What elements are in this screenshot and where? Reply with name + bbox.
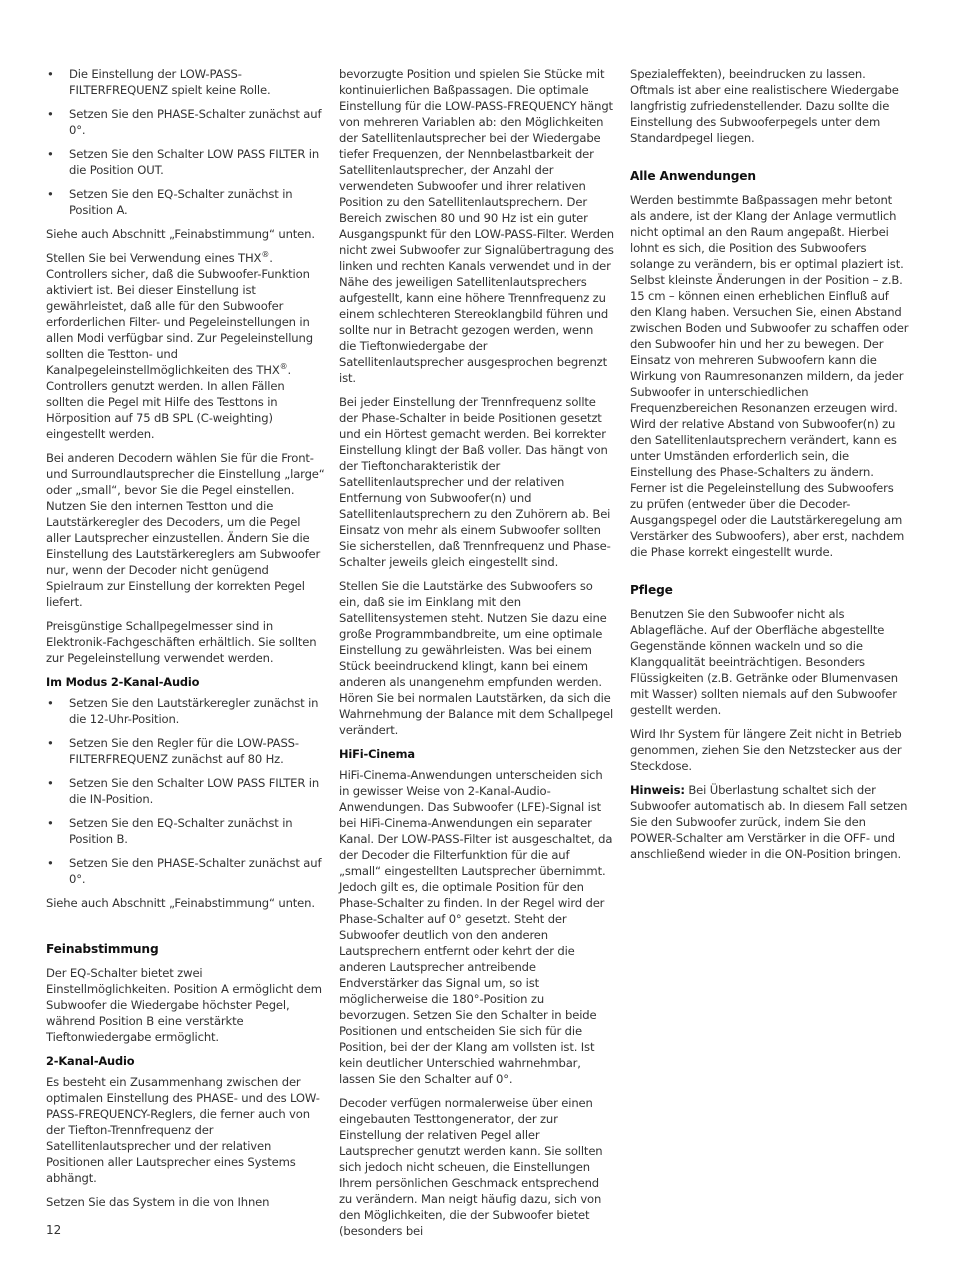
placement-paragraph: Werden bestimmte Baßpassagen mehr betont als andere, ist der Klang der Anlage vermutlich nicht optimal an den Raum angepaßt. Hierbei lohnt es sich, die Position des Subwoofers solange zu verändern, bis er optimal plaziert ist. Selbst kleinste Änderungen in der Position – z.B. 15 cm – können einen erheblichen Einfluß auf den Klang haben. Versuchen Sie, einen Abstand zwischen Boden und Subwoofer zu schaffen oder den Subwoofer hin und her zu bewegen. Der Einsatz von mehreren Subwoofern kann die Wirkung von Raumresonanzen mildern, da jeder Subwoofer in unterschiedlichen Frequenzbereichen Resonanzen erzeugen wird. Wird der relative Abstand von Subwoofer(n) zu den Satellitenlautsprechern verändert, kann es unter Umständen erforderlich sein, die Einstellung des Phase-Schalters zu ändern. Ferner ist die Pegeleinstellung des Subwoofers zu prüfen (entweder über die Decoder-Ausgangspegel oder die Lautstärkeregelung am Verstärker des Subwoofers), aber erst, nachdem die Phase korrekt eingestellt wurde. [630, 193, 909, 559]
heading-all-applications: Alle Anwendungen [630, 169, 756, 183]
list-item: • Setzen Sie den EQ-Schalter zunächst in Position A. [46, 186, 325, 218]
registered-mark: ® [279, 362, 288, 372]
thx-text-b: . Controllers sicher, daß die Subwoofer-Funktion aktiviert ist. Bei dieser Einstellung ist gewährleistet, daß alle für den Subwoofer erforderlichen Filter- und Pegeleinstellungen in allen Modi verfügbar sind. Zur Pegeleinstellung sollten die Testton- und Kanalpegeleinstellmöglichkeiten des THX [46, 251, 313, 377]
list-item: • Setzen Sie den Lautstärkeregler zunächst in die 12-Uhr-Position. [46, 695, 325, 727]
column-1 [46, 66, 325, 1218]
heading-2-channel-mode: Im Modus 2-Kanal-Audio [46, 675, 200, 689]
column-3 [630, 66, 910, 870]
hifi-cinema-paragraph: HiFi-Cinema-Anwendungen unterscheiden sich in gewisser Weise von 2-Kanal-Audio-Anwendungen. Das Subwoofer (LFE)-Signal ist bei HiFi-Cinema-Anwendungen ein separater Kanal. Der LOW-PASS-Filter ist ausgeschaltet, da der Decoder die Filterfunktion für die auf „small“ eingestellten Lautsprecher übernimmt. Jedoch gilt es, die optimale Position für den Phase-Schalter zu finden. In der Regel wird der Phase-Schalter auf 0° gesetzt. Steht der Subwoofer deutlich von den anderen Lautsprechern entfernt oder kehrt der die anderen Lautsprecher antreibende Endverstärker das Signal um, so ist möglicherweise die 180°-Position zu bevorzugen. Setzen Sie den Schalter in beide Positionen und entscheiden Sie sich für die Position, bei der der Klang am vollsten ist. Ist kein deutlicher Unterschied wahrnehmbar, lassen Sie den Schalter auf 0°. [339, 768, 613, 1086]
fine-tuning-paragraph: Der EQ-Schalter bietet zwei Einstellmöglichkeiten. Position A ermöglicht dem Subwoofer die Wiedergabe höchster Pegel, während Position B eine verstärkte Tieftonwiedergabe ermöglicht. [46, 966, 322, 1044]
see-also-note: Siehe auch Abschnitt „Feinabstimmung“ unten. [46, 227, 315, 241]
list-item: • Setzen Sie den Regler für die LOW-PASS-FILTERFREQUENZ zunächst auf 80 Hz. [46, 735, 325, 767]
column-2 [339, 66, 614, 1247]
hint-paragraph [630, 782, 910, 862]
care-paragraph: Benutzen Sie den Subwoofer nicht als Ablagefläche. Auf der Oberfläche abgestellte Gegenstände können wackeln und so die Klangqualität beeinträchtigen. Besonders Flüssigkeiten (z.B. Getränke oder Blumenvasen mit Wasser) sollten niemals auf den Subwoofer gestellt werden. [630, 607, 898, 717]
hint-text: Bei Überlastung schaltet sich der Subwoofer automatisch ab. In diesem Fall setzen Sie den Subwoofer zurück, indem Sie den POWER-Schalter am Verstärker in die OFF- und anschließend wieder in die ON-Position bringen. [630, 783, 908, 861]
sound-meter-paragraph: Preisgünstige Schallpegelmesser sind in Elektronik-Fachgeschäften erhältlich. Sie sollten zur Pegeleinstellung verwendet werden. [46, 619, 317, 665]
list-item: • Setzen Sie den EQ-Schalter zunächst in Position B. [46, 815, 325, 847]
heading-2-channel-audio: 2-Kanal-Audio [46, 1054, 135, 1068]
see-also-note: Siehe auch Abschnitt „Feinabstimmung“ unten. [46, 896, 315, 910]
decoder-test-tone-paragraph: Decoder verfügen normalerweise über einen eingebauten Testtongenerator, der zur Einstellung der relativen Pegel aller Lautsprecher genutzt werden kann. Sie sollten sich jedoch nicht scheuen, die Einstellungen Ihrem persönlichen Geschmack entsprechend zu verändern. Man neigt häufig dazu, sich von den Möglichkeiten, die der Subwoofer bietet (besonders bei [339, 1096, 603, 1238]
volume-paragraph: Stellen Sie die Lautstärke des Subwoofers so ein, daß sie im Einklang mit den Satellitensystemen steht. Nutzen Sie dazu eine große Programmbandbreite, um eine optimale Einstellung zu gewährleisten. Was bei einem Stück beeindruckend klingt, kann bei einem anderen als unangenehm empfunden werden. Hören Sie bei normalen Lautstärken, da sich die Wahrnehmung der Balance mit dem Schallpegel verändert. [339, 579, 614, 737]
heading-fine-tuning: Feinabstimmung [46, 942, 159, 956]
unplug-paragraph: Wird Ihr System für längere Zeit nicht in Betrieb genommen, ziehen Sie den Netzstecker aus der Steckdose. [630, 727, 902, 773]
list-item: • Setzen Sie den PHASE-Schalter zunächst auf 0°. [46, 855, 325, 887]
list-item: • Setzen Sie den Schalter LOW PASS FILTER in die Position OUT. [46, 146, 325, 178]
phase-paragraph: Bei jeder Einstellung der Trennfrequenz sollte der Phase-Schalter in beide Positionen gesetzt und ein Hörtest gemacht werden. Bei korrekter Einstellung klingt der Baß voller. Das hängt von der Tieftoncharakteristik der Satellitenlautsprecher und der relativen Entfernung von Subwoofer(n) und Satellitenlautsprechern zu den Zuhörern ab. Bei Einsatz von mehr als einem Subwoofer sollten Sie sicherstellen, daß Trennfrequenz und Phase-Schalter jeweils gleich eingestellt sind. [339, 395, 611, 569]
crossover-paragraph: bevorzugte Position und spielen Sie Stücke mit kontinuierlichen Baßpassagen. Die optimale Einstellung für die LOW-PASS-FREQUENCY hängt von mehreren Variablen ab: den Möglichkeiten der Satellitenlautsprecher bei der Wiedergabe tiefer Frequenzen, der Nennbelastbarkeit der Satellitenlautsprecher, der Anzahl der verwendeten Subwoofer und ihrer relativen Position zu den Satellitenlautsprechern. Der Bereich zwischen 80 und 90 Hz ist ein guter Ausgangspunkt für den LOW-PASS-Filter. Werden nicht zwei Subwoofer zur Signalübertragung des linken und rechten Kanals verwendet und in der Nähe des jeweiligen Satellitenlautsprechers aufgestellt, kann eine höhere Trennfrequenz zu einem schlechteren Stereoklangbild führen und sollte nur in Betracht gezogen werden, wenn die Tieftonwiedergabe der Satellitenlautsprecher ausgesprochen begrenzt ist. [339, 67, 614, 385]
heading-hifi-cinema: HiFi-Cinema [339, 747, 415, 761]
system-paragraph-start: Setzen Sie das System in die von Ihnen [46, 1195, 270, 1209]
bullet-list-thx-settings [46, 66, 325, 218]
heading-care: Pflege [630, 583, 673, 597]
thx-paragraph [46, 250, 325, 442]
list-item: • Setzen Sie den PHASE-Schalter zunächst auf 0°. [46, 106, 325, 138]
hint-label: Hinweis: [630, 783, 685, 797]
thx-text-a: Stellen Sie bei Verwendung eines THX [46, 251, 262, 265]
page-number: 12 [46, 1223, 62, 1237]
thx-text-c: . Controllers genutzt werden. In allen Fällen sollten die Pegel mit Hilfe des Testtons in Hörposition auf 75 dB SPL (C-weighting) eingestellt werden. [46, 363, 292, 441]
bullet-list-2-channel [46, 695, 325, 887]
list-item: • Die Einstellung der LOW-PASS-FILTERFREQUENZ spielt keine Rolle. [46, 66, 325, 98]
list-item: • Setzen Sie den Schalter LOW PASS FILTER in die IN-Position. [46, 775, 325, 807]
registered-mark: ® [261, 250, 270, 260]
special-effects-paragraph: Spezialeffekten), beeindrucken zu lassen. Oftmals ist aber eine realistischere Wiedergabe langfristig zufriedenstellender. Dazu sollte die Einstellung des Subwooferpegels unter dem Standardpegel liegen. [630, 67, 899, 145]
decoder-paragraph: Bei anderen Decodern wählen Sie für die Front- und Surroundlautsprecher die Einstellung „large“ oder „small“, bevor Sie die Pegel einstellen. Nutzen Sie den internen Testton und die Lautstärkeregler des Decoders, um die Pegel aller Lautsprecher einzustellen. Ändern Sie die Einstellung des Lautstärkereglers am Subwoofer nur, wenn der Decoder nicht genügend Spielraum zur Einstellung der korrekten Pegel liefert. [46, 451, 325, 609]
2-channel-paragraph: Es besteht ein Zusammenhang zwischen der optimalen Einstellung des PHASE- und des LOW-PASS-FREQUENCY-Reglers, die ferner auch von der Tiefton-Trennfrequenz der Satellitenlautsprecher und der relativen Positionen aller Lautsprecher eines Systems abhängt. [46, 1075, 320, 1185]
